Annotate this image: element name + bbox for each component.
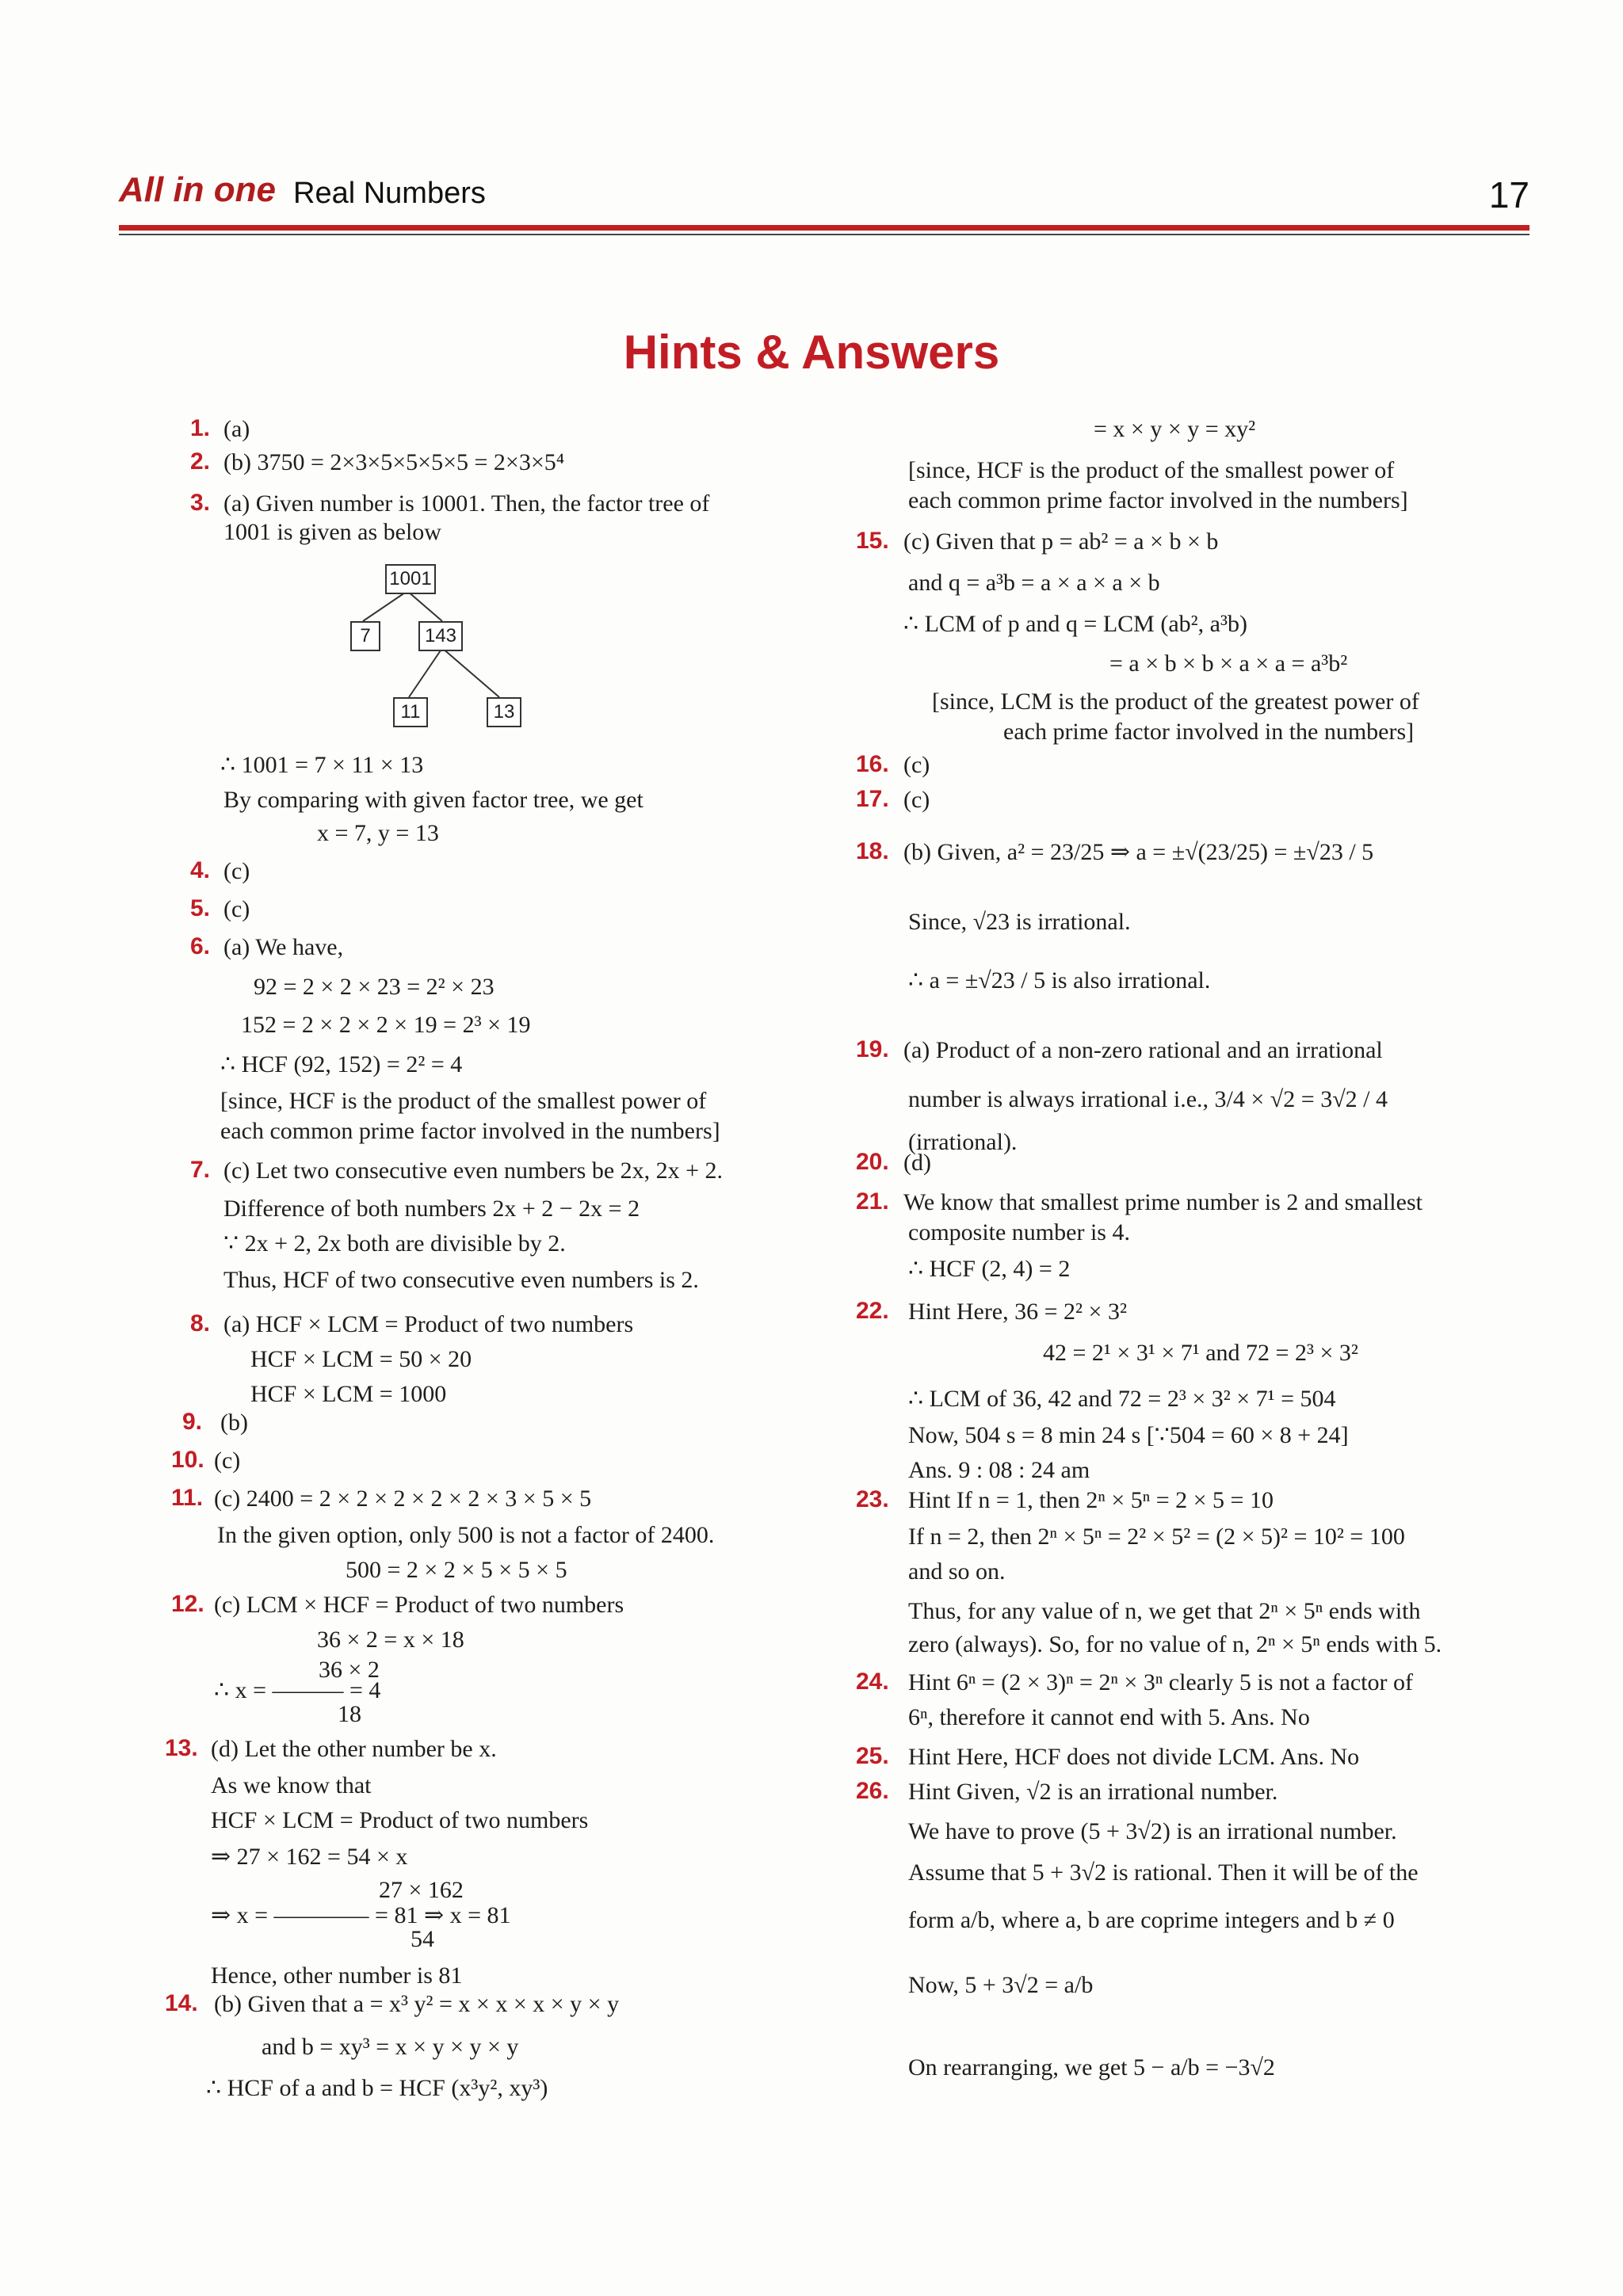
answer-line: (a) Product of a non-zero rational and an irrational	[903, 1037, 1383, 1063]
answer-line: ⇒ 27 × 162 = 54 × x	[211, 1844, 408, 1870]
answer-line: (b) Given that a = x³ y² = x × x × x × y × y	[214, 1991, 620, 2017]
answer-line: (a) We have,	[223, 934, 344, 960]
answer-line: HCF × LCM = 50 × 20	[250, 1346, 472, 1372]
answer-line: 6ⁿ, therefore it cannot end with 5. Ans. No	[908, 1704, 1310, 1730]
answer-line: 42 = 2¹ × 3¹ × 7¹ and 72 = 2³ × 3²	[1043, 1340, 1358, 1366]
answer-line: (d) Let the other number be x.	[211, 1736, 497, 1762]
question-number: 15.	[856, 528, 889, 554]
tree-node-left: 7	[350, 621, 380, 651]
answer-line: Hint Given, √2 is an irrational number.	[908, 1779, 1278, 1805]
answer-line: 27 × 162	[379, 1877, 464, 1903]
question-number: 10.	[171, 1447, 204, 1473]
question-number: 18.	[856, 838, 889, 864]
question-number: 3.	[190, 490, 211, 516]
answer-line: Thus, HCF of two consecutive even numbers is 2.	[223, 1267, 699, 1293]
question-number: 4.	[190, 857, 211, 883]
tree-node-right-left: 11	[393, 697, 428, 727]
answer-line: Hint 6ⁿ = (2 × 3)ⁿ = 2ⁿ × 3ⁿ clearly 5 is not a factor of	[908, 1669, 1413, 1695]
answer-line: ⇒ x = ———— = 81 ⇒ x = 81	[211, 1902, 511, 1928]
answer-line: In the given option, only 500 is not a factor of 2400.	[217, 1522, 715, 1548]
answer-line: x = 7, y = 13	[317, 820, 439, 846]
answer-line: (c)	[903, 787, 930, 813]
answer-line: and b = xy³ = x × y × y × y	[262, 2034, 519, 2060]
answer-line: zero (always). So, for no value of n, 2ⁿ × 5ⁿ ends with 5.	[908, 1631, 1442, 1657]
answer-line: (d)	[903, 1150, 931, 1176]
answer-line: HCF × LCM = 1000	[250, 1381, 447, 1407]
answer-line: Assume that 5 + 3√2 is rational. Then it will be of the	[908, 1859, 1419, 1886]
answer-line: ∵ 2x + 2, 2x both are divisible by 2.	[223, 1230, 566, 1257]
answer-line: [since, HCF is the product of the smallest power of	[220, 1088, 707, 1114]
answer-line: and so on.	[908, 1558, 1006, 1585]
answer-line: On rearranging, we get 5 − a/b = −3√2	[908, 2054, 1275, 2081]
answer-line: Since, √23 is irrational.	[908, 909, 1131, 935]
factor-tree-diagram	[341, 563, 705, 769]
answer-line: (c)	[903, 752, 930, 778]
question-number: 8.	[190, 1310, 211, 1337]
answer-line: If n = 2, then 2ⁿ × 5ⁿ = 2² × 5² = (2 × 5)² = 10² = 100	[908, 1524, 1405, 1550]
answer-line: By comparing with given factor tree, we get	[223, 787, 643, 813]
page-header	[119, 170, 1529, 226]
answer-line: ∴ 1001 = 7 × 11 × 13	[220, 752, 424, 778]
answer-line: We know that smallest prime number is 2 and smallest	[903, 1189, 1423, 1215]
answer-line: ∴ HCF of a and b = HCF (x³y², xy³)	[206, 2075, 548, 2101]
answer-line: We have to prove (5 + 3√2) is an irrational number.	[908, 1818, 1397, 1844]
question-number: 2.	[190, 448, 211, 475]
question-number: 11.	[171, 1485, 204, 1511]
answer-line: (c) Given that p = ab² = a × b × b	[903, 528, 1219, 555]
answer-line: and q = a³b = a × a × a × b	[908, 570, 1160, 596]
question-number: 17.	[856, 786, 889, 812]
question-number: 24.	[856, 1669, 889, 1695]
answer-line: (c) LCM × HCF = Product of two numbers	[214, 1592, 624, 1618]
answer-line: Hint If n = 1, then 2ⁿ × 5ⁿ = 2 × 5 = 10	[908, 1487, 1274, 1513]
answer-line: (b) Given, a² = 23/25 ⇒ a = ±√(23/25) = ±√23 / 5	[903, 839, 1374, 865]
question-number: 22.	[856, 1298, 889, 1324]
answer-line: Hint Here, HCF does not divide LCM. Ans. No	[908, 1744, 1360, 1770]
answer-line: Hint Here, 36 = 2² × 3²	[908, 1299, 1127, 1325]
question-number: 16.	[856, 751, 889, 777]
question-number: 25.	[856, 1743, 889, 1769]
question-number: 1.	[190, 415, 211, 441]
answer-line: Now, 5 + 3√2 = a/b	[908, 1972, 1094, 1998]
answer-line: each common prime factor involved in the numbers]	[908, 487, 1408, 513]
answer-line: (c) Let two consecutive even numbers be 2x, 2x + 2.	[223, 1158, 724, 1184]
answer-line: (a) HCF × LCM = Product of two numbers	[223, 1311, 634, 1337]
answer-line: composite number is 4.	[908, 1219, 1130, 1245]
answer-line: (c)	[214, 1447, 241, 1474]
page-number: 17	[1488, 174, 1529, 215]
answer-line: each common prime factor involved in the numbers]	[220, 1118, 720, 1144]
answer-line: 36 × 2	[319, 1657, 380, 1683]
answer-line: Thus, for any value of n, we get that 2ⁿ × 5ⁿ ends with	[908, 1598, 1421, 1624]
tree-node-root: 1001	[385, 564, 436, 594]
answer-line: ∴ HCF (92, 152) = 2² = 4	[220, 1051, 463, 1077]
answer-line: 152 = 2 × 2 × 2 × 19 = 2³ × 19	[241, 1012, 531, 1038]
question-number: 20.	[856, 1149, 889, 1175]
question-number: 6.	[190, 933, 211, 959]
chapter-title: Real Numbers	[293, 177, 486, 210]
tree-node-right-right: 13	[487, 697, 521, 727]
question-number: 19.	[856, 1036, 889, 1062]
answer-line: (b)	[220, 1409, 248, 1436]
answer-line: 1001 is given as below	[223, 519, 441, 545]
answer-line: ∴ LCM of p and q = LCM (ab², a³b)	[903, 611, 1247, 637]
answer-line: As we know that	[211, 1772, 372, 1798]
answer-line: Now, 504 s = 8 min 24 s [∵504 = 60 × 8 + 24]	[908, 1422, 1349, 1448]
answer-line: 92 = 2 × 2 × 23 = 2² × 23	[254, 974, 495, 1000]
tree-node-right: 143	[418, 621, 463, 651]
answer-line: ∴ a = ±√23 / 5 is also irrational.	[908, 967, 1211, 994]
answer-line: (b) 3750 = 2×3×5×5×5×5 = 2×3×5⁴	[223, 449, 565, 475]
answer-line: = a × b × b × a × a = a³b²	[1109, 650, 1348, 677]
answer-line: (c) 2400 = 2 × 2 × 2 × 2 × 2 × 3 × 5 × 5	[214, 1486, 592, 1512]
answer-line: Hence, other number is 81	[211, 1962, 463, 1989]
question-number: 23.	[856, 1486, 889, 1512]
answer-line: 36 × 2 = x × 18	[317, 1627, 464, 1653]
question-number: 9.	[182, 1409, 203, 1435]
brand-logo: All in one	[119, 170, 276, 209]
question-number: 13.	[165, 1735, 198, 1761]
answer-line: [since, LCM is the product of the greatest power of	[932, 688, 1419, 715]
answer-line: each prime factor involved in the numbers]	[1003, 719, 1415, 745]
question-number: 26.	[856, 1778, 889, 1804]
question-number: 5.	[190, 895, 211, 921]
answer-line: = x × y × y = xy²	[1094, 416, 1256, 442]
answer-line: HCF × LCM = Product of two numbers	[211, 1807, 589, 1833]
question-number: 14.	[165, 1990, 198, 2016]
answer-line: Ans. 9 : 08 : 24 am	[908, 1457, 1090, 1483]
answer-line: (irrational).	[908, 1129, 1018, 1155]
section-title: Hints & Answers	[623, 326, 1000, 379]
answer-line: ∴ LCM of 36, 42 and 72 = 2³ × 3² × 7¹ = 504	[908, 1386, 1336, 1412]
answer-line: form a/b, where a, b are coprime integers and b ≠ 0	[908, 1907, 1395, 1933]
answer-line: [since, HCF is the product of the smallest power of	[908, 457, 1395, 483]
question-number: 7.	[190, 1157, 211, 1183]
answer-line: ∴ HCF (2, 4) = 2	[908, 1256, 1071, 1282]
header-rule-thin	[119, 234, 1529, 235]
question-number: 21.	[856, 1188, 889, 1215]
answer-line: Difference of both numbers 2x + 2 − 2x = 2	[223, 1196, 640, 1222]
answer-line: (a)	[223, 416, 250, 442]
answer-line: 18	[338, 1701, 361, 1727]
answer-line: (c)	[223, 858, 250, 884]
answer-line: ∴ x = ——— = 4	[214, 1677, 381, 1703]
header-rule	[119, 225, 1529, 231]
answer-line: 54	[411, 1926, 434, 1952]
answer-line: (a) Given number is 10001. Then, the factor tree of	[223, 490, 710, 517]
answer-line: (c)	[223, 896, 250, 922]
answer-line: number is always irrational i.e., 3/4 × √2 = 3√2 / 4	[908, 1086, 1388, 1112]
answer-line: 500 = 2 × 2 × 5 × 5 × 5	[346, 1557, 567, 1583]
question-number: 12.	[171, 1591, 204, 1617]
